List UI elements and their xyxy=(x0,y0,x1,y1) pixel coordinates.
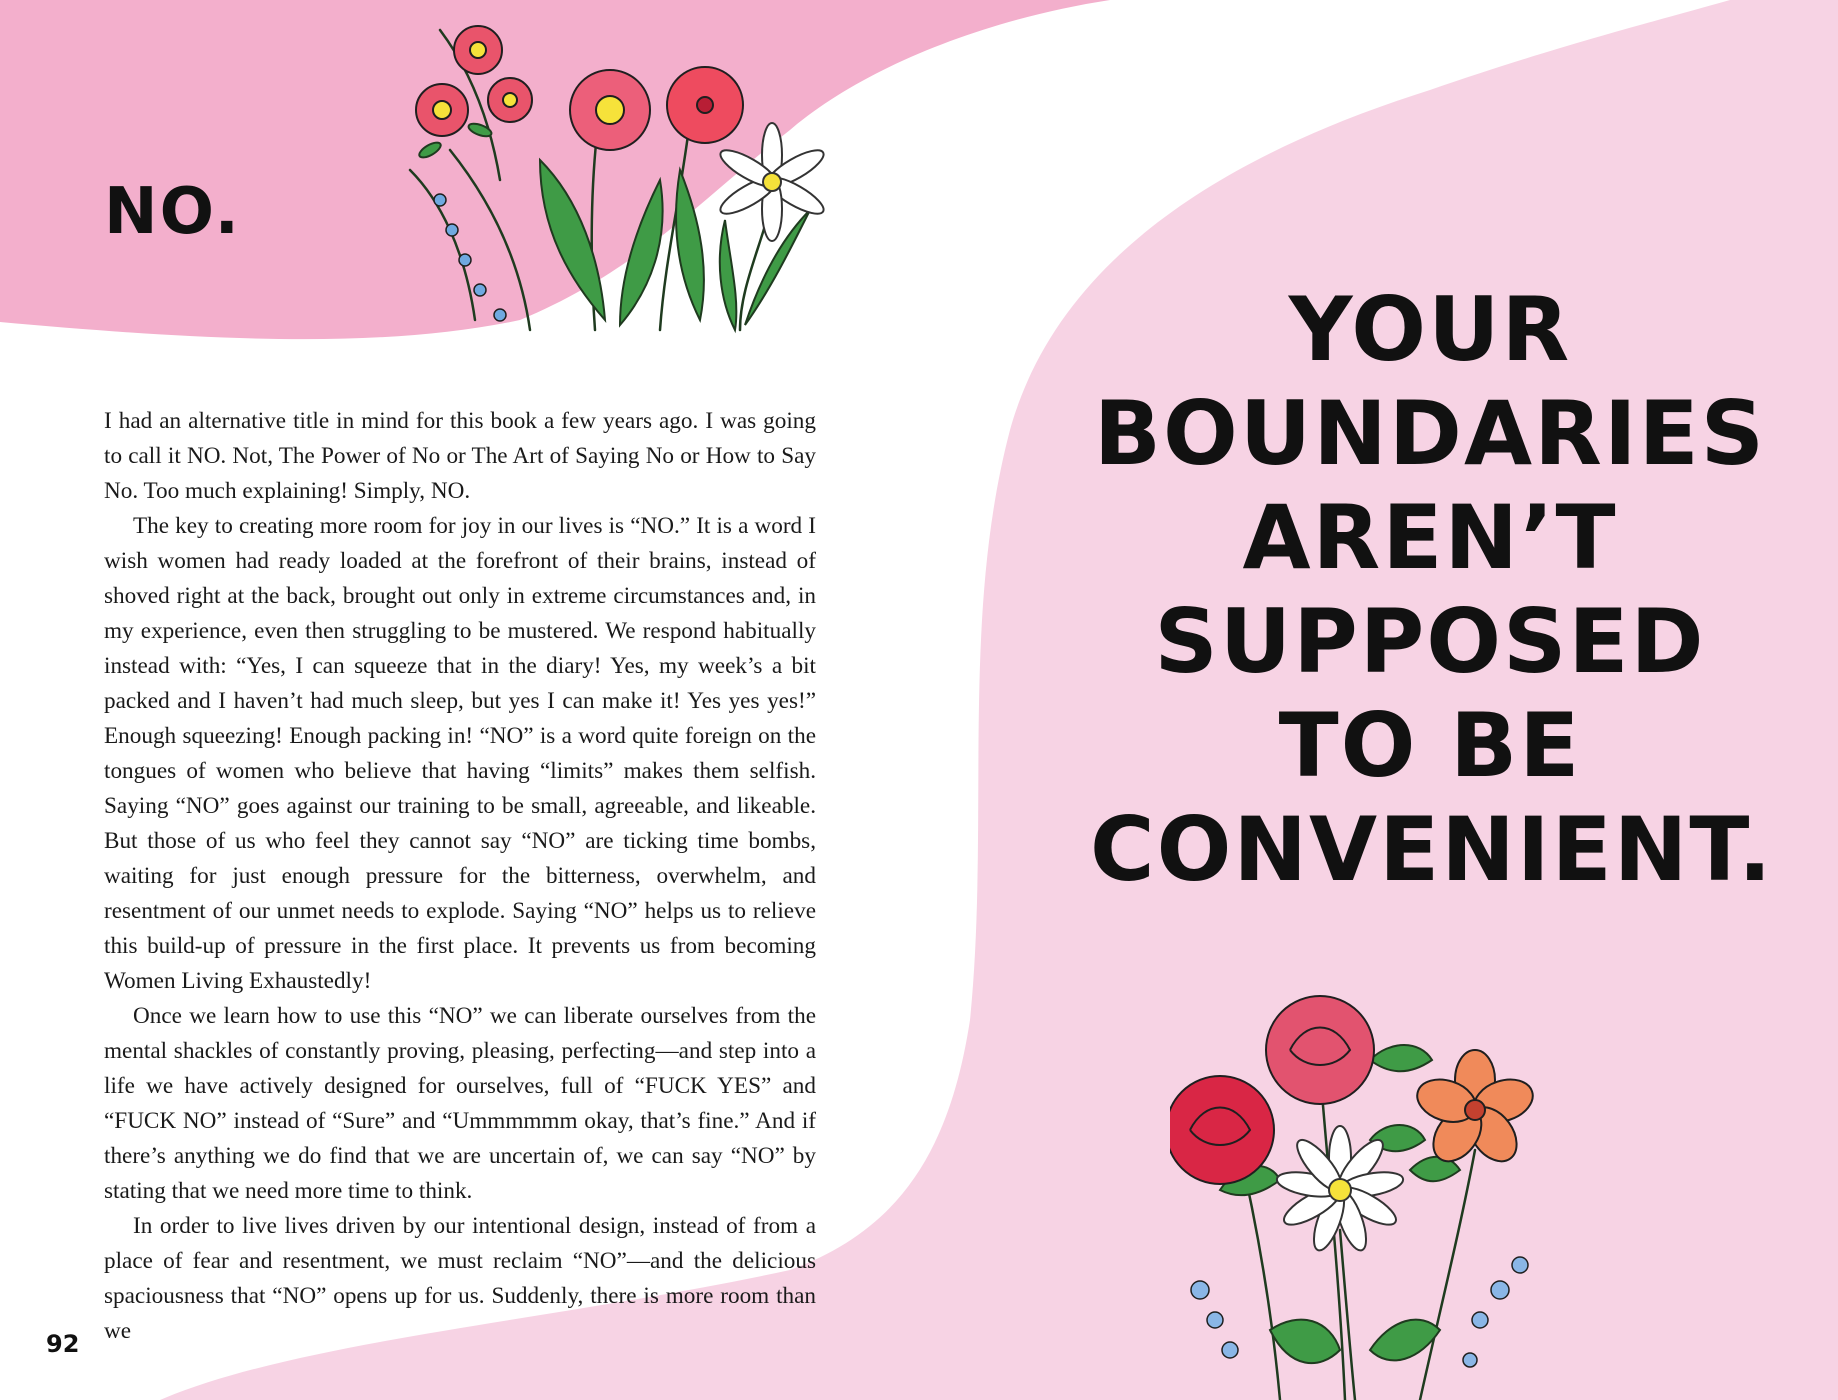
paragraph: Once we learn how to use this “NO” we can liberate ourselves from the mental shackles of constantly proving, pleasing, perfecting—and step into a life we have actively designed for ourselves, full of “FUCK YES” and “FUCK NO” instead of “Sure” and “Ummmmmm okay, that’s fine.” And if there’s anything we do find that we are uncertain of, we can say “NO” by stating that we need more time to think. xyxy=(104,1003,816,1204)
quote-line: YOUR xyxy=(1288,278,1572,381)
paragraph: In order to live lives driven by our intentional design, instead of from a place of fear and resentment, we must reclaim “NO”—and the delicious spaciousness that “NO” opens up for us. Suddenly, there is more room than we xyxy=(104,1213,816,1344)
section-heading: NO. xyxy=(104,175,241,249)
quote-line: CONVENIENT. xyxy=(1090,798,1774,901)
pull-quote xyxy=(1090,278,1774,902)
quote-line: AREN’T xyxy=(1242,486,1618,589)
page-number: 92 xyxy=(46,1330,80,1358)
paragraph: The key to creating more room for joy in our lives is “NO.” It is a word I wish women had ready loaded at the forefront of their brains, instead of shoved right at the back, brought out only in extreme circumstances and, in my experience, even then struggling to be mustered. We respond habitually instead with: “Yes, I can squeeze that in the diary! Yes, my week’s a bit packed and I haven’t had much sleep, but yes I can make it! Yes yes yes!” Enough squeezing! Enough packing in! “NO” is a word quite foreign on the tongues of women who believe that having “limits” makes them selfish. Saying “NO” goes against our training to be small, agreeable, and likeable. But those of us who feel they cannot say “NO” are ticking time bombs, waiting for just enough pressure for the bitterness, overwhelm, and resentment of our unmet needs to explode. Saying “NO” helps us to relieve this build-up of pressure in the first place. It prevents us from becoming Women Living Exhaustedly! xyxy=(104,513,816,994)
bottom-flowers-illustration xyxy=(1170,990,1600,1400)
body-text xyxy=(104,404,816,1349)
quote-line: TO BE xyxy=(1278,694,1582,797)
top-flowers-illustration xyxy=(380,0,840,340)
quote-line: BOUNDARIES xyxy=(1093,382,1767,485)
quote-line: SUPPOSED xyxy=(1154,590,1706,693)
paragraph: I had an alternative title in mind for this book a few years ago. I was going to call it NO. Not, The Power of No or The Art of Saying No or How to Say No. Too much explaining! Simply, NO. xyxy=(104,408,816,504)
